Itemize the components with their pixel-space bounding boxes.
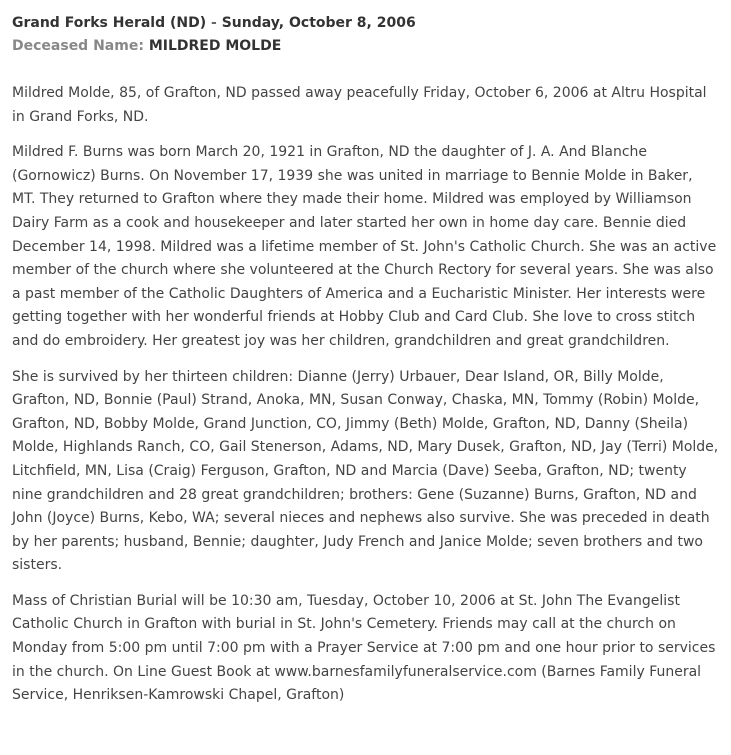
obituary-header <box>12 12 719 58</box>
publication-date: Sunday, October 8, 2006 <box>221 15 416 31</box>
paragraph-survivors: She is survived by her thirteen children: Dianne (Jerry) Urbauer, Dear Island, OR, Billy Molde, Grafton, ND, Bonnie (Paul) Strand, Anoka, MN, Susan Conway, Chaska, MN, Tommy (Robin) Molde, Grafton, ND, Bobby Molde, Grand Junction, CO, Jimmy (Beth) Molde, Grafton, ND, Danny (Sheila) Molde, Highlands Ranch, CO, Gail Stenerson, Adams, ND, Mary Dusek, Grafton, ND, Jay (Terri) Molde, Litchfield, MN, Lisa (Craig) Ferguson, Grafton, ND and Marcia (Dave) Seeba, Grafton, ND; twenty nine grandchildren and 28 great grandchildren; brothers: Gene (Suzanne) Burns, Grafton, ND and John (Joyce) Burns, Kebo, WA; several nieces and nephews also survive. She was preceded in death by her parents; husband, Bennie; daughter, Judy French and Janice Molde; seven brothers and two sisters. <box>12 368 719 574</box>
obituary-body <box>12 82 719 708</box>
deceased-line <box>12 34 719 58</box>
paragraph-announcement: Mildred Molde, 85, of Grafton, ND passed away peacefully Friday, October 6, 2006 at Altru Hospital in Grand Forks, ND. <box>12 85 707 125</box>
guest-book-link[interactable]: www.barnesfamilyfuneralservice.com <box>274 663 537 680</box>
newspaper-name: Grand Forks Herald (ND) <box>12 15 207 31</box>
paragraph-biography: Mildred F. Burns was born March 20, 1921 in Grafton, ND the daughter of J. A. And Blanche (Gornowicz) Burns. On November 17, 1939 she was united in marriage to Bennie Molde in Baker, MT. They returned to Grafton where they made their home. Mildred was employed by Williamson Dairy Farm as a cook and housekeeper and later started her own in home day care. Bennie died December 14, 1998. Mildred was a lifetime member of St. John's Catholic Church. She was an active member of the church where she volunteered at the Church Rectory for several years. She was also a past member of the Catholic Daughters of America and a Eucharistic Minister. Her interests were getting together with her wonderful friends at Hobby Club and Card Club. She love to cross stitch and do embroidery. Her greatest joy was her children, grandchildren and great grandchildren. <box>12 144 717 349</box>
source-date-line <box>12 12 719 34</box>
services-text: Mass of Christian Burial will be 10:30 am, Tuesday, October 10, 2006 at St. John The Evangelist Catholic Church in Grafton with burial in St. John's Cemetery. Friends may call at the church on Monday from 5:00 pm until 7:00 pm with a Prayer Service at 7:00 pm and one hour prior to services in the church. On Line Guest Book at <box>12 592 716 680</box>
services-text-end: (Barnes Family Funeral Service, Henriksen-Kamrowski Chapel, Grafton) <box>12 663 702 704</box>
deceased-name: MILDRED MOLDE <box>148 38 282 54</box>
header-separator: - <box>206 15 222 31</box>
deceased-label: Deceased Name: <box>12 38 144 54</box>
paragraph-services <box>12 590 719 708</box>
